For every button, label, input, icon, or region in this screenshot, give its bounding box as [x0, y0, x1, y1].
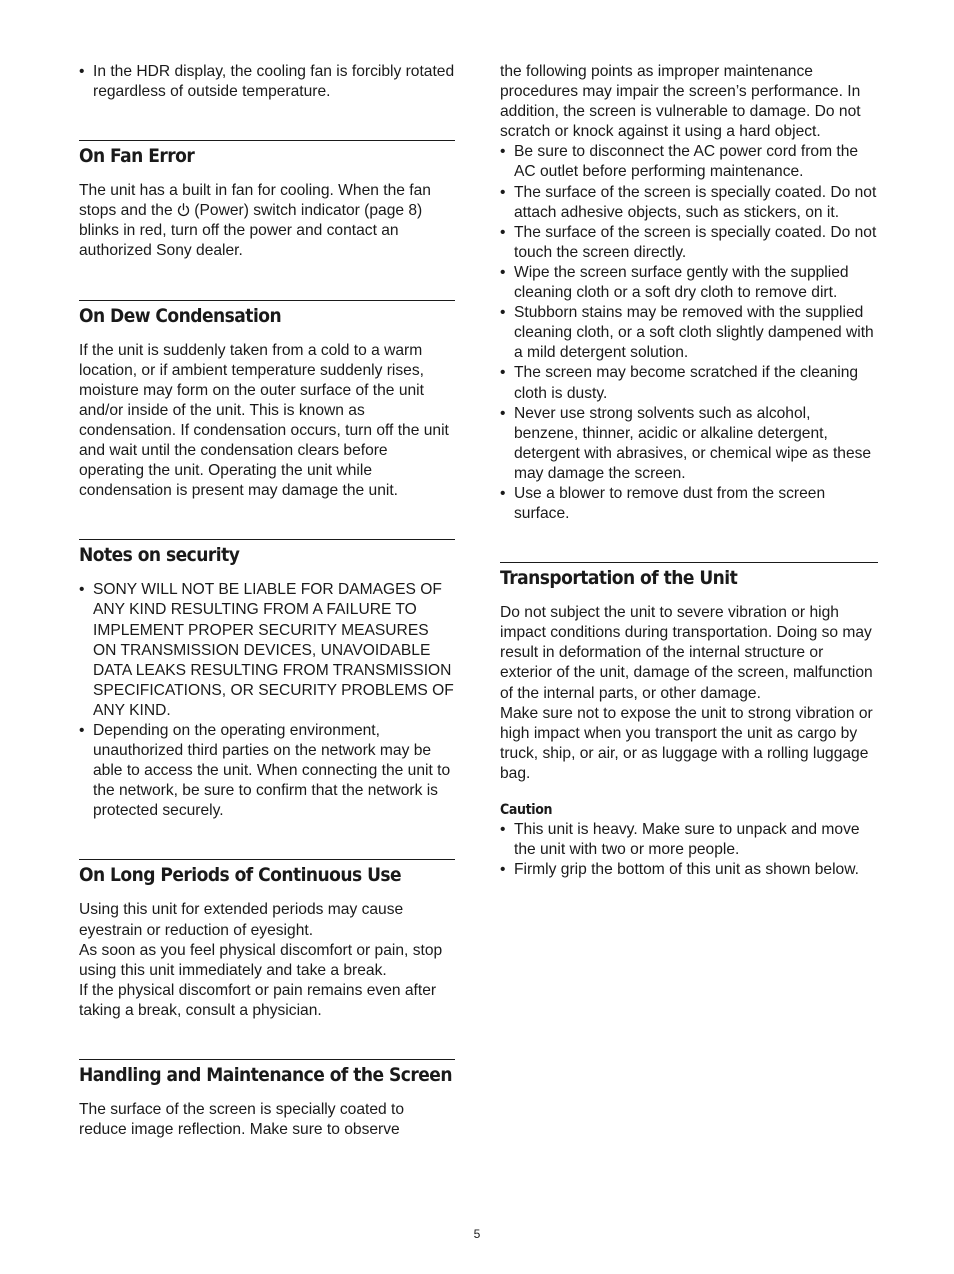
- paragraph: If the physical discomfort or pain remains even after taking a break, consult a physician.: [79, 981, 437, 1019]
- paragraph: As soon as you feel physical discomfort or pain, stop using this unit immediately and take a break.: [79, 941, 443, 979]
- list-item: • Wipe the screen surface gently with the supplied cleaning cloth or a soft dry cloth to remove dirt.: [500, 263, 878, 303]
- security-section: [79, 539, 455, 821]
- list-item: • SONY WILL NOT BE LIABLE FOR DAMAGES OF ANY KIND RESULTING FROM A FAILURE TO IMPLEMENT PROPER SECURITY MEASURES ON TRANSMISSION DEVICES, UNAVOIDABLE DATA LEAKS RESULTING FROM TRANSMISSION SPECIFICATIONS, OR SECURITY PROBLEMS OF ANY KIND.: [79, 580, 455, 721]
- security-bullet-list: [79, 580, 455, 821]
- list-item: • Be sure to disconnect the AC power cord from the AC outlet before performing maintenance.: [500, 142, 878, 182]
- list-item: • Never use strong solvents such as alcohol, benzene, thinner, acidic or alkaline detergent, detergent with abrasives, or chemical wipe as these may damage the screen.: [500, 404, 878, 484]
- intro-bullet-list: [79, 62, 455, 102]
- paragraph: Using this unit for extended periods may cause eyestrain or reduction of eyesight.: [79, 901, 404, 939]
- list-item: • Use a blower to remove dust from the screen surface.: [500, 484, 878, 524]
- list-item: • Depending on the operating environment, unauthorized third parties on the network may be able to access the unit. When connecting the unit to the network, be sure to confirm that the network is protected securely.: [79, 721, 455, 821]
- list-item: • In the HDR display, the cooling fan is forcibly rotated regardless of outside temperature.: [79, 62, 455, 102]
- section-heading-security: Notes on security: [79, 544, 240, 567]
- section-heading-fan-error: On Fan Error: [79, 145, 195, 168]
- fan-error-text-end: (Power) switch indicator (page 8) blinks in red, turn off the power and contact an authorized Sony dealer.: [79, 202, 423, 260]
- paragraph: Make sure not to expose the unit to strong vibration or high impact when you transport the unit as cargo by truck, ship, or air, or as luggage with a rolling luggage bag.: [500, 704, 873, 782]
- list-item: • The surface of the screen is specially coated. Do not touch the screen directly.: [500, 223, 878, 263]
- continuous-use-section: [79, 859, 455, 1021]
- paragraph: Do not subject the unit to severe vibration or high impact conditions during transportation. Doing so may result in deformation of the internal structure or exterior of the unit, damage of the screen, malfunction of the internal parts, or other damage.: [500, 604, 873, 702]
- caution-heading: Caution: [500, 802, 553, 818]
- power-icon: [177, 203, 190, 217]
- left-column: [79, 62, 455, 1140]
- transportation-body: [500, 603, 878, 784]
- continuous-use-body: [79, 900, 455, 1021]
- intro-section: [79, 62, 455, 102]
- dew-condensation-body: If the unit is suddenly taken from a cold to a warm location, or if ambient temperature suddenly rises, moisture may form on the outer surface of the unit and/or inside of the unit. This is known as condensation. If condensation occurs, turn off the unit and wait until the condensation clears before operating the unit. Operating the unit while condensation is present may damage the unit.: [79, 341, 449, 500]
- screen-maintenance-section: [79, 1059, 455, 1140]
- fan-error-text-start: The unit has a built in fan for cooling. When the fan stops and the: [79, 182, 431, 220]
- maintenance-bullet-list: [500, 142, 878, 524]
- section-heading-screen-maintenance: Handling and Maintenance of the Screen: [79, 1064, 452, 1086]
- right-column: [500, 62, 878, 880]
- list-item: • Firmly grip the bottom of this unit as shown below.: [500, 860, 878, 880]
- transportation-section: [500, 562, 878, 880]
- list-item: • Stubborn stains may be removed with the supplied cleaning cloth, or a soft cloth slightly dampened with a mild detergent solution.: [500, 303, 878, 363]
- dew-condensation-section: [79, 300, 455, 502]
- section-heading-continuous-use: On Long Periods of Continuous Use: [79, 864, 402, 887]
- fan-error-body: [79, 181, 455, 261]
- screen-maintenance-body: The surface of the screen is specially coated to reduce image reflection. Make sure to observe: [79, 1101, 405, 1139]
- page-number: 5: [473, 1227, 481, 1241]
- list-item: • The screen may become scratched if the cleaning cloth is dusty.: [500, 363, 878, 403]
- fan-error-section: [79, 140, 455, 261]
- list-item: • The surface of the screen is specially coated. Do not attach adhesive objects, such as stickers, on it.: [500, 183, 878, 223]
- caution-bullet-list: [500, 820, 878, 880]
- section-heading-dew-condensation: On Dew Condensation: [79, 304, 282, 327]
- section-heading-transportation: Transportation of the Unit: [500, 567, 738, 590]
- continued-paragraph: the following points as improper maintenance procedures may impair the screen’s performance. In addition, the screen is vulnerable to damage. Do not scratch or knock against it using a hard object.: [500, 63, 861, 141]
- screen-maintenance-continued: [500, 62, 878, 524]
- list-item: • This unit is heavy. Make sure to unpack and move the unit with two or more people.: [500, 820, 878, 860]
